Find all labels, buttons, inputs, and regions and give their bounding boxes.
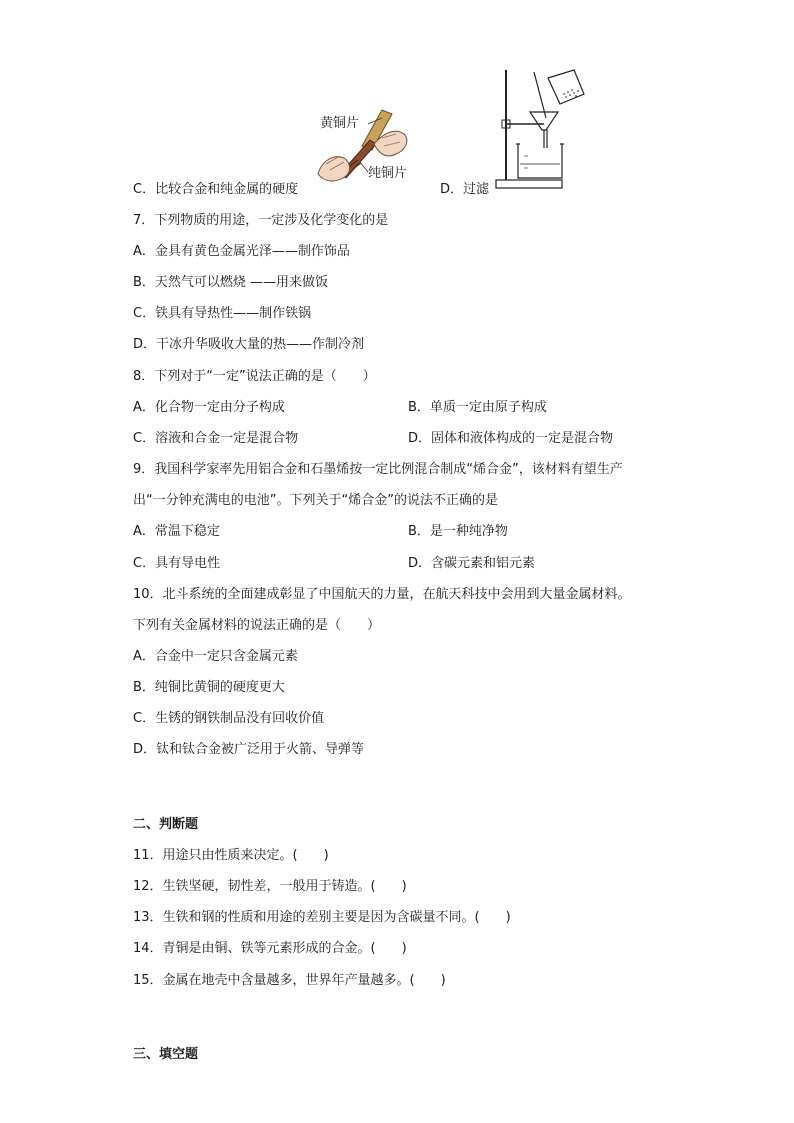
q10-option-c: C．生锈的钢铁制品没有回收价值 [133,711,325,726]
judge-item-11: 11．用途只由性质来决定。( ) [133,848,329,863]
q9-option-b: B．是一种纯净物 [408,524,508,539]
q7-option-c: C．铁具有导热性——制作铁锅 [133,306,312,321]
q8-option-c: C．溶液和合金一定是混合物 [133,431,299,446]
q7-option-a: A．金具有黄色金属光泽——制作饰品 [133,244,350,259]
q7-stem: 7．下列物质的用途，一定涉及化学变化的是 [133,213,389,228]
pure-copper-strip-label: 纯铜片 [368,166,408,181]
q6-option-c: C．比较合金和纯金属的硬度 [133,182,299,197]
q6-option-d: D．过滤 [440,182,490,197]
q9-option-d: D．含碳元素和铝元素 [408,556,536,571]
judge-item-14: 14．青铜是由铜、铁等元素形成的合金。( ) [133,941,407,956]
q7-option-b: B．天然气可以燃烧 ——用来做饭 [133,275,329,290]
q10-stem-line2: 下列有关金属材料的说法正确的是（ ） [133,618,381,633]
q7-option-d: D．干冰升华吸收大量的热——作制冷剂 [133,337,365,352]
q9-stem-line2: 出“一分钟充满电的电池”。下列关于“烯合金”的说法不正确的是 [133,493,498,508]
filtration-setup-illustration [494,68,588,192]
q10-option-d: D．钛和钛合金被广泛用于火箭、导弹等 [133,742,365,757]
section2-heading: 二、判断题 [133,817,199,832]
judge-item-13: 13．生铁和钢的性质和用途的差别主要是因为含碳量不同。( ) [133,910,511,925]
q10-option-b: B．纯铜比黄铜的硬度更大 [133,680,285,695]
q9-stem-line1: 9．我国科学家率先用铝合金和石墨烯按一定比例混合制成“烯合金”，该材料有望生产 [133,462,623,477]
judge-item-12: 12．生铁坚硬，韧性差，一般用于铸造。( ) [133,879,407,894]
section3-heading: 三、填空题 [133,1047,199,1062]
q8-option-d: D．固体和液体构成的一定是混合物 [408,431,614,446]
q8-option-b: B．单质一定由原子构成 [408,400,547,415]
q9-option-a: A．常温下稳定 [133,524,220,539]
q8-stem: 8．下列对于“一定”说法正确的是（ ） [133,369,376,384]
q8-option-a: A．化合物一定由分子构成 [133,400,285,415]
q10-stem-line1: 10．北斗系统的全面建成彰显了中国航天的力量，在航天科技中会用到大量金属材料。 [133,587,631,602]
brass-strip-label: 黄铜片 [320,116,360,131]
judge-item-15: 15．金属在地壳中含量越多，世界年产量越多。( ) [133,973,446,988]
q10-option-a: A．合金中一定只含金属元素 [133,649,298,664]
filtration-apparatus-figure [494,68,588,192]
q9-option-c: C．具有导电性 [133,556,221,571]
